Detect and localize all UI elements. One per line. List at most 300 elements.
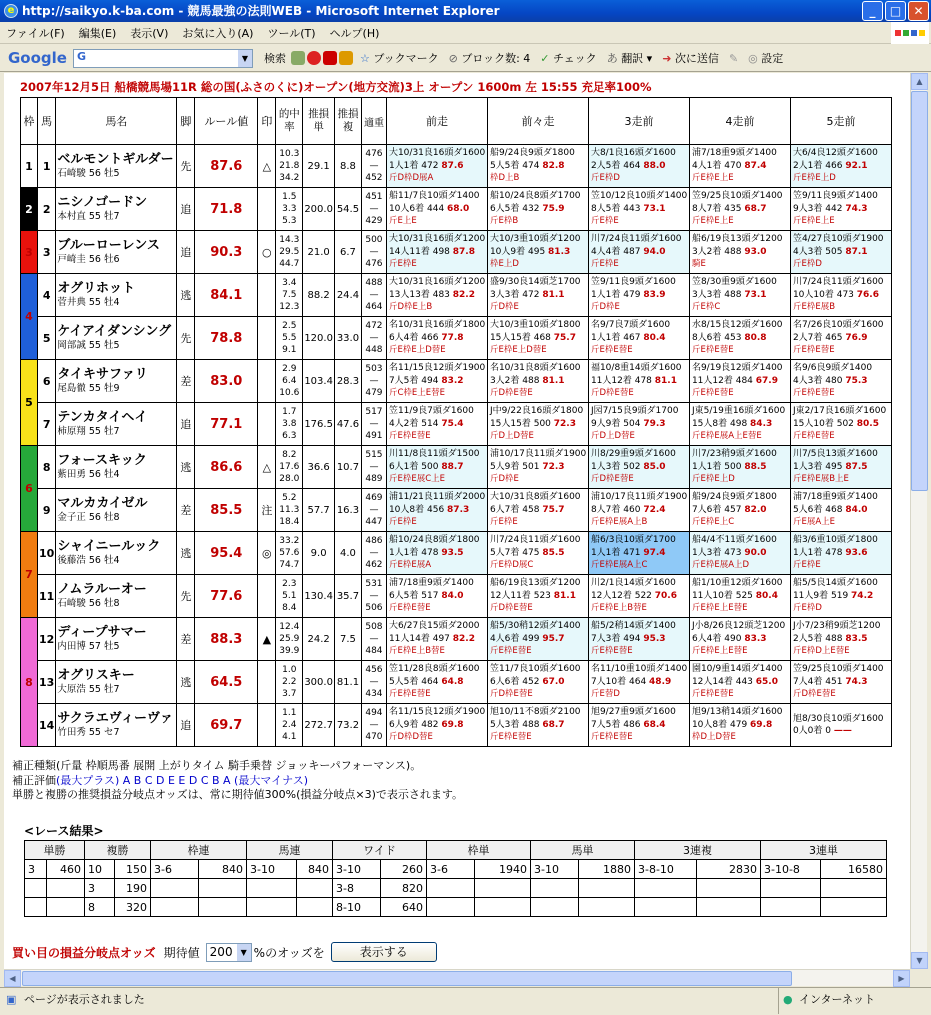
send-button[interactable]: ➜ 次に送信 xyxy=(662,52,719,65)
mark-cell xyxy=(258,188,276,231)
past-race-cell[interactable]: 園10/9重14頭ダ1400 12人14着 443 65.0 斤E枠E替E xyxy=(689,661,790,704)
result-cell xyxy=(697,898,761,917)
umaban-cell: 6 xyxy=(38,360,56,403)
rule-value: 85.5 xyxy=(195,489,258,532)
header-fuku: 推損複 xyxy=(334,98,361,145)
scroll-left-icon[interactable]: ◀ xyxy=(4,970,21,987)
jockey: 紫田勇 56 牡4 xyxy=(57,469,120,480)
horse-name[interactable]: フォースキック xyxy=(57,453,147,468)
past-race-cell[interactable]: 大10/31良8頭ダ1600 6人7着 458 75.7 斤E枠E xyxy=(487,489,588,532)
mark-cell: ○ xyxy=(258,231,276,274)
ashi-cell: 逃 xyxy=(177,661,195,704)
weight-cell: 494 — 470 xyxy=(361,704,386,747)
popup-icon[interactable] xyxy=(339,51,353,65)
bookmark-button[interactable]: ☆ ブックマーク xyxy=(359,52,439,65)
mark-cell: △ xyxy=(258,145,276,188)
horse-name-cell xyxy=(56,145,177,188)
horse-name-cell xyxy=(56,231,177,274)
result-cell xyxy=(475,898,531,917)
hit-rate-cell: 1.0 2.2 3.7 xyxy=(276,661,303,704)
spell-check-button[interactable]: ✓ チェック xyxy=(540,52,597,65)
hit-rate-cell: 2.5 5.5 9.1 xyxy=(276,317,303,360)
horse-row xyxy=(21,446,892,489)
past-race-cell[interactable]: 浦7/18重9頭ダ1400 4人1着 470 87.4 斤E枠E上E xyxy=(689,145,790,188)
scroll-up-icon[interactable]: ▲ xyxy=(911,73,928,90)
result-cell xyxy=(821,898,887,917)
bep-section xyxy=(12,942,437,962)
ashi-cell: 差 xyxy=(177,618,195,661)
past-race-cell[interactable]: 浦10/17良11頭ダ1900 8人7着 460 72.4 斤E枠E展A上B xyxy=(588,489,689,532)
ashi-cell: 追 xyxy=(177,403,195,446)
header-waku: 枠 xyxy=(21,98,38,145)
result-cell: 3-6 xyxy=(151,860,199,879)
mark-cell: ◎ xyxy=(258,532,276,575)
status-text: ページが表示されました xyxy=(24,993,145,1006)
result-row xyxy=(25,879,887,898)
umaban-cell: 10 xyxy=(38,532,56,575)
horse-name-cell xyxy=(56,274,177,317)
show-button[interactable]: 表示する xyxy=(331,942,437,962)
result-cell: 3-10 xyxy=(531,860,579,879)
hit-rate-cell: 1.7 3.8 6.3 xyxy=(276,403,303,446)
result-title: <レース結果> xyxy=(24,824,104,838)
past-race-cell[interactable]: 大6/4良12頭ダ1600 2人1着 466 92.1 斤E枠E上D xyxy=(790,145,891,188)
ashi-cell: 逃 xyxy=(177,532,195,575)
past-race-cell[interactable]: 船9/24良9頭ダ1800 7人6着 457 82.0 斤E枠E上C xyxy=(689,489,790,532)
past-race-cell[interactable]: 大10/3重10頭ダ1800 15人15着 468 75.7 斤E枠E上D替E xyxy=(487,317,588,360)
horse-name[interactable]: オグリホット xyxy=(57,281,136,296)
minimize-button[interactable]: _ xyxy=(862,1,883,21)
past-race-cell[interactable]: 船9/24良9頭ダ1800 5人5着 474 82.8 枠D上B xyxy=(487,145,588,188)
result-header: 3連単 xyxy=(761,841,887,860)
jockey: 後藤浩 56 牡4 xyxy=(57,555,120,566)
jockey: 石崎駿 56 牡8 xyxy=(57,598,120,609)
result-cell xyxy=(199,898,247,917)
mark-cell: △ xyxy=(258,446,276,489)
windows-logo-icon xyxy=(891,22,929,44)
result-cell: 3-10-8 xyxy=(761,860,821,879)
past-race-cell[interactable]: 笠11/9良7頭ダ1600 4人2着 514 75.4 斤E枠E替E xyxy=(386,403,487,446)
horse-name[interactable]: ベルモントギルダー xyxy=(57,152,174,167)
result-cell: 3-10 xyxy=(247,860,297,879)
umaban-cell: 11 xyxy=(38,575,56,618)
rule-value: 95.4 xyxy=(195,532,258,575)
umaban-cell: 2 xyxy=(38,188,56,231)
past-race-cell[interactable]: 大8/1良16頭ダ1600 2人5着 464 88.0 斤E枠D xyxy=(588,145,689,188)
horse-name[interactable]: ノムラルーオー xyxy=(57,582,147,597)
menu-help[interactable]: ヘルプ(H) xyxy=(329,26,380,40)
past-race-cell[interactable]: 名10/31良8頭ダ1600 3人2着 488 81.1 斤D枠E替E xyxy=(487,360,588,403)
past-race-cell[interactable]: 笠8/30重9頭ダ1600 3人3着 488 73.1 斤E枠C xyxy=(689,274,790,317)
mark-cell xyxy=(258,575,276,618)
rule-value: 84.1 xyxy=(195,274,258,317)
jockey: 石崎駿 56 牡5 xyxy=(57,168,120,179)
weight-cell: 500 — 476 xyxy=(361,231,386,274)
umaban-cell: 8 xyxy=(38,446,56,489)
result-row xyxy=(25,860,887,879)
jockey: 竹田秀 55 セ7 xyxy=(57,727,120,738)
close-button[interactable]: ✕ xyxy=(908,1,929,21)
menu-bar xyxy=(0,22,931,44)
hit-rate-cell: 2.3 5.1 8.4 xyxy=(276,575,303,618)
past-race-cell[interactable]: 船5/30稍12頭ダ1400 4人6着 499 95.7 斤E枠E替E xyxy=(487,618,588,661)
past-race-cell[interactable]: 大10/3重10頭ダ1200 10人9着 495 81.3 枠E上D xyxy=(487,231,588,274)
past-race-cell[interactable]: 水8/15良12頭ダ1600 8人6着 453 80.8 斤E枠E替E xyxy=(689,317,790,360)
fuku-cell: 35.7 xyxy=(334,575,361,618)
horse-name[interactable]: ディープサマー xyxy=(57,625,147,640)
result-cell: 840 xyxy=(199,860,247,879)
past-race-cell[interactable]: 旭8/30良10頭ダ1600 0人0着 0 —— xyxy=(790,704,891,747)
horse-name[interactable]: シャイニールック xyxy=(57,539,161,554)
past-race-cell[interactable]: 大10/31良16頭ダ1600 1人1着 472 87.6 斤D枠D展A xyxy=(386,145,487,188)
hit-rate-cell: 33.2 57.6 74.7 xyxy=(276,532,303,575)
past-race-cell[interactable]: 大10/31良16頭ダ1200 13人13着 483 82.2 斤D枠E上B xyxy=(386,274,487,317)
chevron-down-icon: ▼ xyxy=(237,944,251,961)
past-race-cell[interactable]: 浦7/18重9頭ダ1400 5人6着 468 84.0 斤E展A上E xyxy=(790,489,891,532)
past-race-cell[interactable]: 名9/7良7頭ダ1600 1人1着 467 80.4 斤E枠E替E xyxy=(588,317,689,360)
scroll-right-icon[interactable]: ▶ xyxy=(893,970,910,987)
result-cell xyxy=(151,879,199,898)
rule-value: 69.7 xyxy=(195,704,258,747)
result-cell xyxy=(151,898,199,917)
jockey: 大原浩 55 牡7 xyxy=(57,684,120,695)
past-race-cell[interactable]: 川11/8良11頭ダ1500 6人1着 500 88.7 斤E枠E展C上E xyxy=(386,446,487,489)
past-race-cell[interactable]: 船5/5良14頭ダ1600 11人9着 519 74.2 斤E枠D xyxy=(790,575,891,618)
result-cell xyxy=(531,879,579,898)
umaban-cell: 12 xyxy=(38,618,56,661)
result-cell: 3 xyxy=(85,879,115,898)
notes-line1: 補正種類(斤量 枠順馬番 展開 上がりタイム 騎手乗替 ジョッキーパフォーマンス)。 xyxy=(12,759,422,772)
umaban-cell: 7 xyxy=(38,403,56,446)
page-icon: ▣ xyxy=(6,993,17,1006)
result-cell: 10 xyxy=(85,860,115,879)
past-race-cell[interactable]: 名9/6良9頭ダ1400 4人3着 480 75.3 斤E枠E替E xyxy=(790,360,891,403)
scroll-thumb[interactable] xyxy=(911,91,928,491)
google-toolbar xyxy=(0,45,931,72)
tan-cell: 272.7 xyxy=(303,704,335,747)
fuku-cell: 47.6 xyxy=(334,403,361,446)
header-hit: 的中率 xyxy=(276,98,303,145)
umaban-cell: 5 xyxy=(38,317,56,360)
result-cell xyxy=(25,879,47,898)
tan-cell: 24.2 xyxy=(303,618,335,661)
tan-cell: 9.0 xyxy=(303,532,335,575)
result-cell: 190 xyxy=(115,879,151,898)
horse-name[interactable]: ニシノゴードン xyxy=(57,195,148,210)
race-title: 2007年12月5日 船橋競馬場11R 総の国(ふさのくに)オープン(地方交流)3上 オープン 1600m 左 15:55 充足率100% xyxy=(20,80,652,94)
fuku-cell: 54.5 xyxy=(334,188,361,231)
result-cell: 3-8 xyxy=(333,879,381,898)
notes xyxy=(12,759,463,803)
rule-value: 90.3 xyxy=(195,231,258,274)
result-header: 馬単 xyxy=(531,841,635,860)
past-race-cell[interactable]: 笠9/11良9頭ダ1600 1人1着 479 83.9 斤D枠E xyxy=(588,274,689,317)
horse-name-cell xyxy=(56,489,177,532)
horse-row xyxy=(21,360,892,403)
ashi-cell: 追 xyxy=(177,231,195,274)
horse-row xyxy=(21,575,892,618)
ie-icon: e xyxy=(4,4,18,18)
result-cell xyxy=(47,898,85,917)
mark-cell xyxy=(258,317,276,360)
weight-cell: 456 — 434 xyxy=(361,661,386,704)
horse-name[interactable]: タイキサファリ xyxy=(57,367,148,382)
hit-rate-cell: 8.2 17.6 28.0 xyxy=(276,446,303,489)
horse-name-cell xyxy=(56,618,177,661)
menu-file[interactable]: ファイル(F) xyxy=(6,26,65,40)
expectation-select[interactable]: 200 ▼ xyxy=(206,943,252,962)
horse-row xyxy=(21,618,892,661)
horse-name-cell xyxy=(56,661,177,704)
tan-cell: 21.0 xyxy=(303,231,335,274)
past-race-cell[interactable]: 笠9/25良10頭ダ1400 8人7着 435 68.7 斤E枠E上E xyxy=(689,188,790,231)
result-header: 単勝 xyxy=(25,841,85,860)
horse-name[interactable]: マルカカイゼル xyxy=(57,496,148,511)
past-race-cell[interactable]: 福10/8重14頭ダ1600 11人12着 478 81.1 斤D枠E替E xyxy=(588,360,689,403)
horse-row xyxy=(21,403,892,446)
past-race-cell[interactable]: 大6/27良15頭ダ2000 11人14着 497 82.2 斤E枠E上B替E xyxy=(386,618,487,661)
past-race-cell[interactable]: 船6/19良13頭ダ1200 3人2着 488 93.0 騎E xyxy=(689,231,790,274)
horse-name[interactable]: ブルーローレンス xyxy=(57,238,160,253)
weight-cell: 531 — 506 xyxy=(361,575,386,618)
tan-cell: 88.2 xyxy=(303,274,335,317)
result-cell xyxy=(697,879,761,898)
past-race-cell[interactable]: 川8/29重9頭ダ1600 1人3着 502 85.0 斤D枠E替E xyxy=(588,446,689,489)
past-race-cell[interactable]: J東5/19重16頭ダ1600 15人8着 498 84.3 斤E枠E展A上E替E xyxy=(689,403,790,446)
star-icon: ☆ xyxy=(359,52,370,65)
past-race-cell[interactable]: 船4/4不11頭ダ1600 1人3着 473 90.0 斤E枠E展A上D xyxy=(689,532,790,575)
past-race-cell[interactable]: 船5/2稍14頭ダ1400 7人3着 494 95.3 斤E枠E替E xyxy=(588,618,689,661)
past-race-cell[interactable]: J小7/23稍9頭芝1200 2人5着 488 83.5 斤E枠D上E替E xyxy=(790,618,891,661)
menu-tools[interactable]: ツール(T) xyxy=(267,26,316,40)
past-race-cell[interactable]: 盛9/30良14頭芝1700 3人3着 472 81.1 斤D枠E xyxy=(487,274,588,317)
horse-name-cell xyxy=(56,704,177,747)
horse-row xyxy=(21,532,892,575)
past-race-cell[interactable]: 川7/24良11頭ダ1600 4人4着 487 94.0 斤E枠E xyxy=(588,231,689,274)
horse-row xyxy=(21,317,892,360)
menu-view[interactable]: 表示(V) xyxy=(130,26,169,40)
result-header: 複勝 xyxy=(85,841,151,860)
umaban-cell: 9 xyxy=(38,489,56,532)
past-race-cell[interactable]: 旭9/27重9頭ダ1600 7人5着 486 68.4 斤E枠E替E xyxy=(588,704,689,747)
horse-name-cell xyxy=(56,575,177,618)
waku-cell: 5 xyxy=(21,360,38,446)
rule-value: 78.8 xyxy=(195,317,258,360)
rule-value: 88.3 xyxy=(195,618,258,661)
ashi-cell: 先 xyxy=(177,317,195,360)
translate-button[interactable]: あ 翻訳 ▾ xyxy=(606,52,653,65)
pen-icon[interactable]: ✎ xyxy=(728,51,739,65)
horse-row xyxy=(21,704,892,747)
result-header: ワイド xyxy=(333,841,427,860)
jockey: 菅井典 55 牡4 xyxy=(57,297,120,308)
past-race-cell[interactable]: 船6/19良13頭ダ1200 12人11着 523 81.1 斤D枠E替E xyxy=(487,575,588,618)
umaban-cell: 14 xyxy=(38,704,56,747)
past-race-cell[interactable]: 浦11/21良11頭ダ2000 10人8着 456 87.3 斤E枠E xyxy=(386,489,487,532)
horse-name[interactable]: テンカタイヘイ xyxy=(57,410,148,425)
past-race-cell[interactable]: 船6/3良10頭ダ1700 1人1着 471 97.4 斤E枠E展A上C xyxy=(588,532,689,575)
horizontal-scrollbar[interactable] xyxy=(4,969,910,986)
horse-name-cell xyxy=(56,360,177,403)
hit-rate-cell: 1.1 2.4 4.1 xyxy=(276,704,303,747)
window-titlebar xyxy=(0,0,931,22)
fuku-cell: 28.3 xyxy=(334,360,361,403)
fuku-cell: 4.0 xyxy=(334,532,361,575)
result-cell: 16580 xyxy=(821,860,887,879)
weight-cell: 508 — 484 xyxy=(361,618,386,661)
past-race-cell[interactable]: 旭9/13稍14頭ダ1600 10人8着 479 69.8 枠D上D替E xyxy=(689,704,790,747)
past-race-cell[interactable]: 名9/19良12頭ダ1400 11人12着 484 67.9 斤E枠E替E xyxy=(689,360,790,403)
past-race-cell[interactable]: 笠10/12良10頭ダ1400 8人5着 443 73.1 斤E枠E xyxy=(588,188,689,231)
r-icon[interactable] xyxy=(307,51,321,65)
result-header: 3連複 xyxy=(635,841,761,860)
result-cell xyxy=(247,879,297,898)
horse-name[interactable]: ケイアイダンシング xyxy=(57,324,172,339)
result-cell xyxy=(761,879,821,898)
fuku-cell: 16.3 xyxy=(334,489,361,532)
past-race-cell[interactable]: 船1/10重12頭ダ1600 11人10着 525 80.4 斤E枠E上E替E xyxy=(689,575,790,618)
past-race-cell[interactable]: 船11/7良10頭ダ1400 10人6着 444 68.0 斤E上E xyxy=(386,188,487,231)
past-race-cell[interactable]: 笠11/28良8頭ダ1600 5人5着 464 64.8 斤E枠E替E xyxy=(386,661,487,704)
hscroll-thumb[interactable] xyxy=(22,971,792,986)
hit-rate-cell: 14.3 29.5 44.7 xyxy=(276,231,303,274)
past-race-cell[interactable]: 旭10/11不8頭ダ2100 5人3着 488 68.7 斤E枠E替E xyxy=(487,704,588,747)
ashi-cell: 追 xyxy=(177,188,195,231)
weight-cell: 472 — 448 xyxy=(361,317,386,360)
maximize-button[interactable]: □ xyxy=(885,1,906,21)
y-icon[interactable] xyxy=(323,51,337,65)
past-race-cell[interactable]: 浦7/18重9頭ダ1400 6人5着 517 84.0 斤E枠E替E xyxy=(386,575,487,618)
past-race-cell[interactable]: 浦10/17良11頭ダ1900 5人9着 501 72.3 斤D枠E xyxy=(487,446,588,489)
past-race-cell[interactable]: 川2/1良14頭ダ1600 12人12着 522 70.6 斤E枠E上B替E xyxy=(588,575,689,618)
google-search-input[interactable]: G ▼ xyxy=(73,49,253,68)
past-race-cell[interactable]: 大10/31良16頭ダ1200 14人11着 498 87.8 斤E枠E xyxy=(386,231,487,274)
header-uma: 馬 xyxy=(38,98,56,145)
weight-cell: 488 — 464 xyxy=(361,274,386,317)
result-table xyxy=(24,840,887,917)
past-race-cell[interactable]: J小8/26良12頭芝1200 6人4着 490 83.3 斤E枠E上E替E xyxy=(689,618,790,661)
mark-cell xyxy=(258,403,276,446)
tan-cell: 29.1 xyxy=(303,145,335,188)
past-race-cell[interactable]: 笠9/25良10頭ダ1400 7人4着 451 74.3 斤D枠E替E xyxy=(790,661,891,704)
fuku-cell: 8.8 xyxy=(334,145,361,188)
settings-button[interactable]: ◎ 設定 xyxy=(748,52,784,65)
mark-cell xyxy=(258,704,276,747)
menu-edit[interactable]: 編集(E) xyxy=(78,26,117,40)
waku-cell: 6 xyxy=(21,446,38,532)
past-race-cell[interactable]: 川7/24良11頭ダ1600 5人7着 475 85.5 斤E枠D展C xyxy=(487,532,588,575)
past-race-cell[interactable]: J园7/15良9頭ダ1700 9人9着 504 79.3 斤D上D替E xyxy=(588,403,689,446)
header-weight: 適重 xyxy=(361,98,386,145)
weight-cell: 451 — 429 xyxy=(361,188,386,231)
bep-label: 期待値 xyxy=(163,945,200,960)
horse-table xyxy=(20,97,892,747)
hit-rate-cell: 10.3 21.8 34.2 xyxy=(276,145,303,188)
weight-cell: 515 — 489 xyxy=(361,446,386,489)
horse-name-cell xyxy=(56,188,177,231)
jockey: 戸崎圭 56 牡6 xyxy=(57,254,120,265)
past-race-cell[interactable]: 笠11/7良10頭ダ1600 6人6着 452 67.0 斤D枠E替E xyxy=(487,661,588,704)
ashi-cell: 逃 xyxy=(177,446,195,489)
search-button[interactable]: 検索 xyxy=(263,52,286,65)
past-race-cell[interactable]: 船10/24良8頭ダ1700 6人5着 432 75.9 斤E枠B xyxy=(487,188,588,231)
past-race-cell[interactable]: J東2/17良16頭ダ1600 15人10着 502 80.5 斤E枠E替E xyxy=(790,403,891,446)
past-race-cell[interactable]: 笠9/11良9頭ダ1400 9人3着 442 74.3 斤E枠E上E xyxy=(790,188,891,231)
past-race-cell[interactable]: 川7/24良11頭ダ1600 10人10着 473 76.6 斤E枠E展B xyxy=(790,274,891,317)
result-cell xyxy=(47,879,85,898)
tan-cell: 120.0 xyxy=(303,317,335,360)
block-count-button[interactable]: ⊘ ブロック数: 4 xyxy=(448,52,531,65)
horse-name[interactable]: サクラエヴィーヴァ xyxy=(57,711,173,726)
past-race-cell[interactable]: 名7/26良10頭ダ1600 2人7着 465 76.9 斤E枠E替E xyxy=(790,317,891,360)
past-race-cell[interactable]: 川7/23稍9頭ダ1600 1人1着 500 88.5 斤E枠E上D xyxy=(689,446,790,489)
bep-title: 買い目の損益分岐点オッズ xyxy=(12,945,156,960)
past-race-cell[interactable]: 笠4/27良10頭ダ1900 4人3着 505 87.1 斤E枠D xyxy=(790,231,891,274)
tan-cell: 36.6 xyxy=(303,446,335,489)
past-race-cell[interactable]: 船10/24良8頭ダ1800 1人1着 478 93.5 斤E枠E展A xyxy=(386,532,487,575)
header-past5: 5走前 xyxy=(790,98,891,145)
header-tan: 推損単 xyxy=(303,98,335,145)
header-past2: 前々走 xyxy=(487,98,588,145)
waku-cell: 7 xyxy=(21,532,38,618)
past-race-cell[interactable]: J中9/22良16頭ダ1800 15人15着 500 72.3 斤D上D替E xyxy=(487,403,588,446)
result-cell xyxy=(297,879,333,898)
horse-name-cell xyxy=(56,446,177,489)
past-race-cell[interactable]: 川7/5良13頭ダ1600 1人3着 495 87.5 斤E枠E展B上E xyxy=(790,446,891,489)
header-past1: 前走 xyxy=(386,98,487,145)
mark-cell xyxy=(258,661,276,704)
weight-cell: 503 — 479 xyxy=(361,360,386,403)
status-bar xyxy=(0,987,931,1015)
waku-cell: 1 xyxy=(21,145,38,188)
result-cell xyxy=(579,898,635,917)
translate-icon: あ xyxy=(606,52,618,65)
past-race-cell[interactable]: 名11/15良12頭ダ1900 7人5着 494 83.2 斤C枠E上E替E xyxy=(386,360,487,403)
menu-favorites[interactable]: お気に入り(A) xyxy=(182,26,254,40)
past-race-cell[interactable]: 名11/10重10頭ダ1400 7人10着 464 48.9 斤E替D xyxy=(588,661,689,704)
jockey: 尾島徹 55 牡9 xyxy=(57,383,120,394)
umaban-cell: 3 xyxy=(38,231,56,274)
hit-rate-cell: 2.9 6.4 10.6 xyxy=(276,360,303,403)
horse-row xyxy=(21,274,892,317)
fuku-cell: 7.5 xyxy=(334,618,361,661)
hit-rate-cell: 3.4 7.5 12.3 xyxy=(276,274,303,317)
result-cell xyxy=(821,879,887,898)
rule-value: 77.1 xyxy=(195,403,258,446)
scroll-down-icon[interactable]: ▼ xyxy=(911,952,928,969)
horse-row xyxy=(21,188,892,231)
jockey: 金子正 56 牡8 xyxy=(57,512,120,523)
window-title: http://saikyo.k-ba.com - 競馬最強の法則WEB - Microsoft Internet Explorer xyxy=(22,4,500,18)
page-content xyxy=(4,73,910,969)
mark-cell: ▲ xyxy=(258,618,276,661)
vertical-scrollbar[interactable] xyxy=(910,73,927,969)
result-cell: 8 xyxy=(85,898,115,917)
past-race-cell[interactable]: 名10/31良16頭ダ1800 6人4着 466 77.8 斤E枠E上D替E xyxy=(386,317,487,360)
past-race-cell[interactable]: 名11/15良12頭ダ1900 6人9着 482 69.8 斤D枠D替E xyxy=(386,704,487,747)
tan-cell: 300.0 xyxy=(303,661,335,704)
horse-name[interactable]: オグリスキー xyxy=(57,668,135,683)
result-cell: 460 xyxy=(47,860,85,879)
pagerank-icon[interactable] xyxy=(291,51,305,65)
past-race-cell[interactable]: 船3/6重10頭ダ1800 1人1着 478 93.6 斤E枠E xyxy=(790,532,891,575)
weight-cell: 469 — 447 xyxy=(361,489,386,532)
hit-rate-cell: 5.2 11.3 18.4 xyxy=(276,489,303,532)
ashi-cell: 差 xyxy=(177,489,195,532)
result-cell xyxy=(247,898,297,917)
tan-cell: 130.4 xyxy=(303,575,335,618)
umaban-cell: 4 xyxy=(38,274,56,317)
